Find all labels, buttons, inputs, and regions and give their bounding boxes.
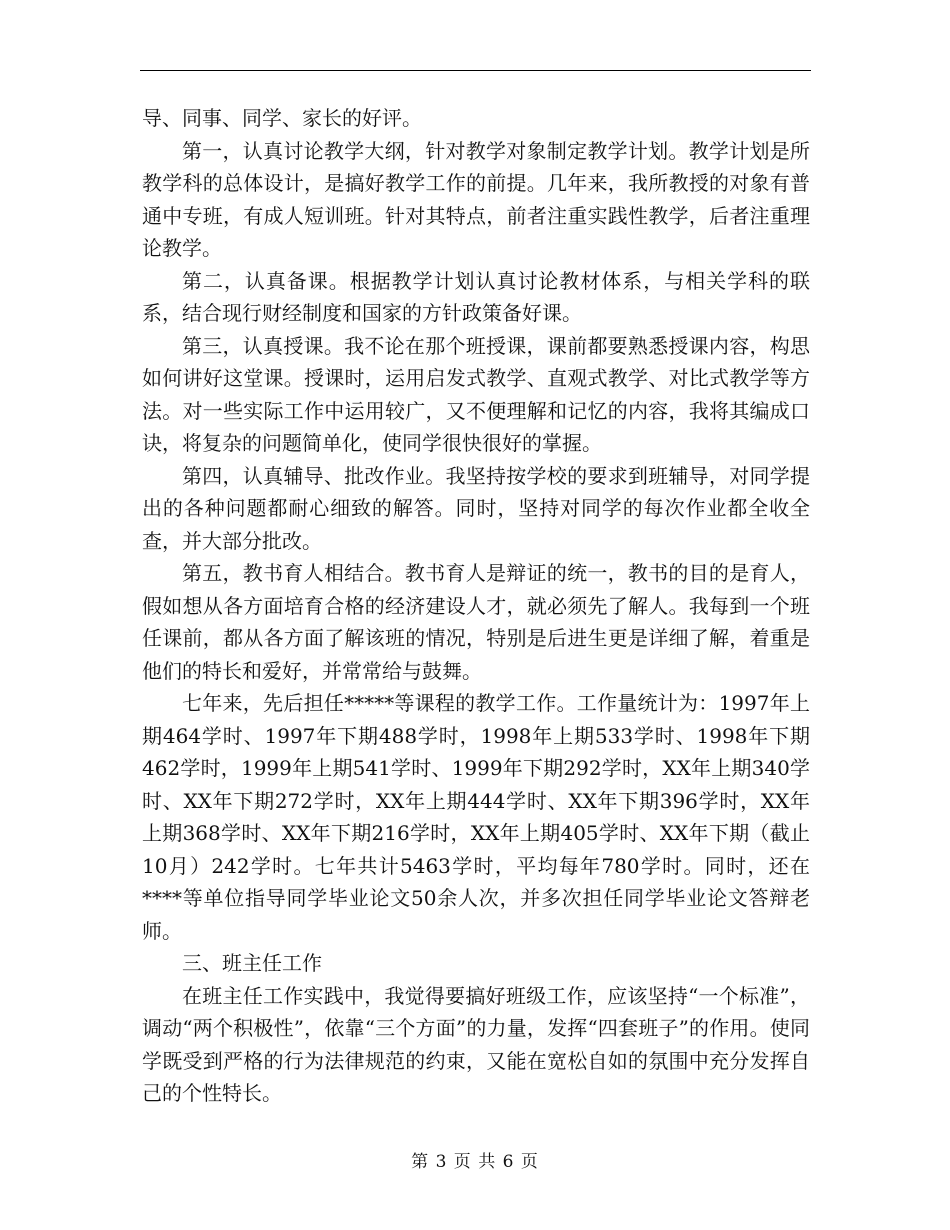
paragraph-1: 导、同事、同学、家长的好评。	[142, 106, 422, 130]
paragraph-2: 第一，认真讨论教学大纲，针对教学对象制定教学计划。教学计划是所教学科的总体设计，是搞好教学工作的前提。几年来，我所教授的对象有普通中专班，有成人短训班。针对其特点，前者注重实践性教学，后者注重理论教学。	[142, 138, 810, 260]
page-footer: 第 3 页 共 6 页	[411, 1152, 539, 1172]
paragraph-4: 第三，认真授课。我不论在那个班授课，课前都要熟悉授课内容，构思如何讲好这堂课。授课时，运用启发式教学、直观式教学、对比式教学等方法。对一些实际工作中运用较广，又不便理解和记忆的内容，我将其编成口诀，将复杂的问题简单化，使同学很快很好的掌握。	[142, 333, 810, 455]
paragraph-6: 第五，教书育人相结合。教书育人是辩证的统一，教书的目的是育人，假如想从各方面培育合格的经济建设人才，就必须先了解人。我每到一个班任课前，都从各方面了解该班的情况，特别是后进生更是详细了解，着重是他们的特长和爱好，并常常给与鼓舞。	[142, 561, 810, 683]
paragraph-7: 七年来，先后担任*****等课程的教学工作。工作量统计为：1997年上期464学时、1997年下期488学时，1998年上期533学时、1998年下期462学时，1999年上期541学时、1999年下期292学时，XX年上期340学时、XX年下期272学时，XX年上期444学时、XX年下期396学时，XX年上期368学时、XX年下期216学时，XX年上期405学时、XX年下期（截止10月）242学时。七年共计5463学时，平均每年780学时。同时，还在****等单位指导同学毕业论文50余人次，并多次担任同学毕业论文答辩老师。	[142, 691, 810, 943]
paragraph-9: 在班主任工作实践中，我觉得要搞好班级工作，应该坚持“一个标准”，调动“两个积极性”，依靠“三个方面”的力量，发挥“四套班子”的作用。使同学既受到严格的行为法律规范的约束，又能在宽松自如的氛围中充分发挥自己的个性特长。	[142, 983, 810, 1105]
paragraph-3: 第二，认真备课。根据教学计划认真讨论教材体系，与相关学科的联系，结合现行财经制度和国家的方针政策备好课。	[142, 268, 810, 325]
paragraph-5: 第四，认真辅导、批改作业。我坚持按学校的要求到班辅导，对同学提出的各种问题都耐心细致的解答。同时，坚持对同学的每次作业都全收全查，并大部分批改。	[142, 463, 810, 553]
body-text	[142, 102, 810, 1110]
section-heading: 三、班主任工作	[182, 951, 322, 975]
header-rule	[140, 70, 811, 71]
